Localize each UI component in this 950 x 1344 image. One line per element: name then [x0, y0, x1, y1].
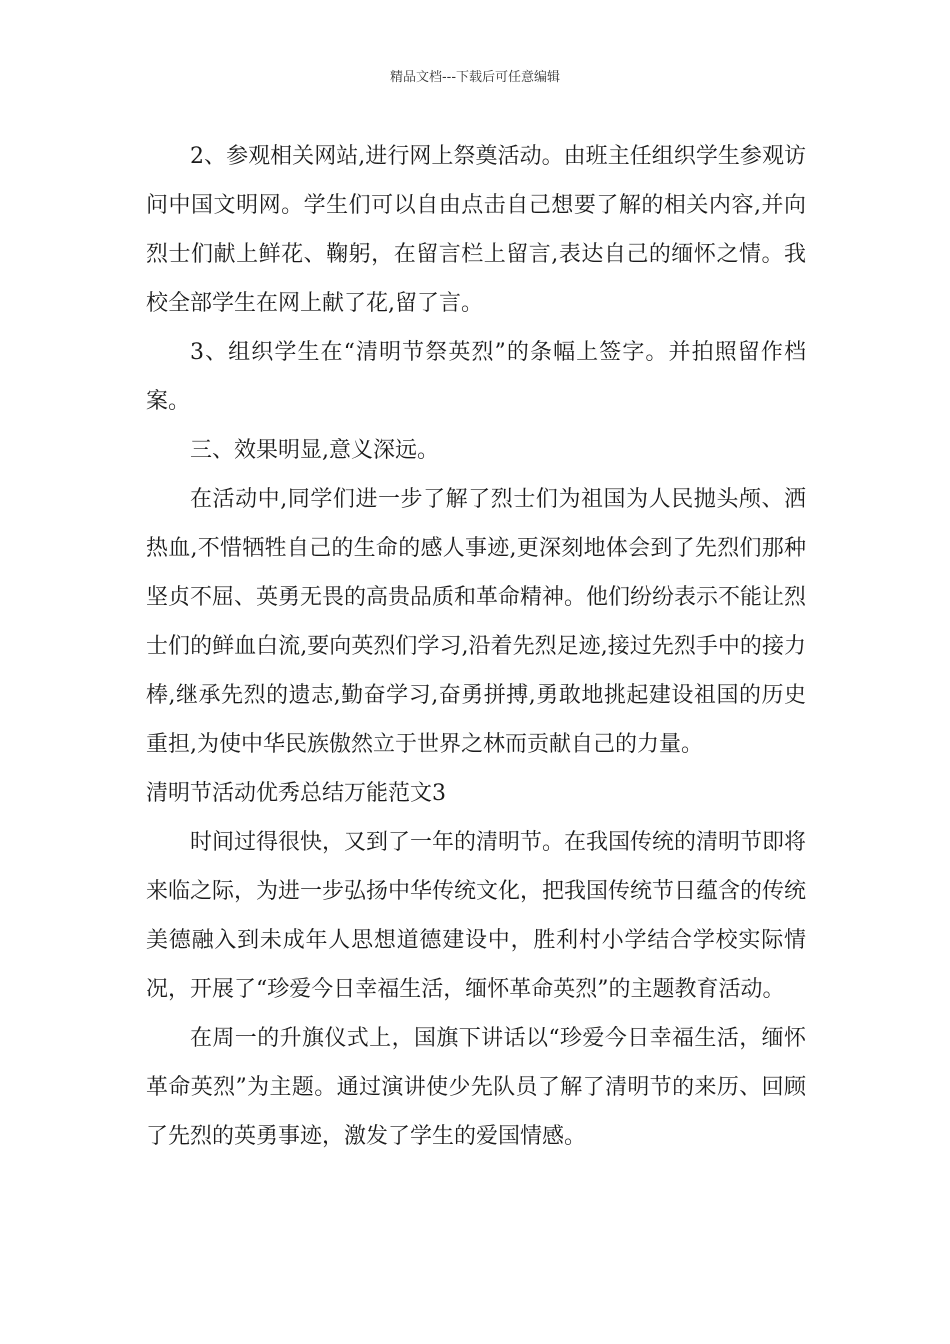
page-header: 精品文档---下载后可任意编辑 — [389, 70, 561, 85]
document-body — [146, 132, 806, 1161]
article-title: 清明节活动优秀总结万能范文3 — [146, 781, 446, 806]
paragraph-flag-ceremony: 在周一的升旗仪式上，国旗下讲话以“珍爱今日幸福生活，缅怀革命英烈”为主题。通过演讲使少先队员了解了清明节的来历、回顾了先烈的英勇事迹，激发了学生的爱国情感。 — [146, 1026, 806, 1149]
paragraph-intro: 时间过得很快，又到了一年的清明节。在我国传统的清明节即将来临之际，为进一步弘扬中华传统文化，把我国传统节日蕴含的传统美德融入到未成年人思想道德建设中，胜利村小学结合学校实际情况，开展了“珍爱今日幸福生活，缅怀革命英烈”的主题教育活动。 — [146, 830, 807, 1002]
paragraph-sign-banner: 3、组织学生在“清明节祭英烈”的条幅上签字。并拍照留作档案。 — [146, 340, 806, 414]
paragraph-activity-effect: 在活动中,同学们进一步了解了烈士们为祖国为人民抛头颅、洒热血,不惜牺牲自己的生命的感人事迹,更深刻地体会到了先烈们那种坚贞不屈、英勇无畏的高贵品质和革命精神。他们纷纷表示不能让烈士们的鲜血白流,要向英烈们学习,沿着先烈足迹,接过先烈手中的接力棒,继承先烈的遗志,勤奋学习,奋勇拼搏,勇敢地挑起建设祖国的历史重担,为使中华民族傲然立于世界之林而贡献自己的力量。 — [146, 487, 807, 757]
paragraph-visit-websites: 2、参观相关网站,进行网上祭奠活动。由班主任组织学生参观访问中国文明网。学生们可以自由点击自己想要了解的相关内容,并向烈士们献上鲜花、鞠躬，在留言栏上留言,表达自己的缅怀之情。我校全部学生在网上献了花,留了言。 — [146, 144, 806, 316]
paragraph-section-heading: 三、效果明显,意义深远。 — [190, 438, 439, 463]
